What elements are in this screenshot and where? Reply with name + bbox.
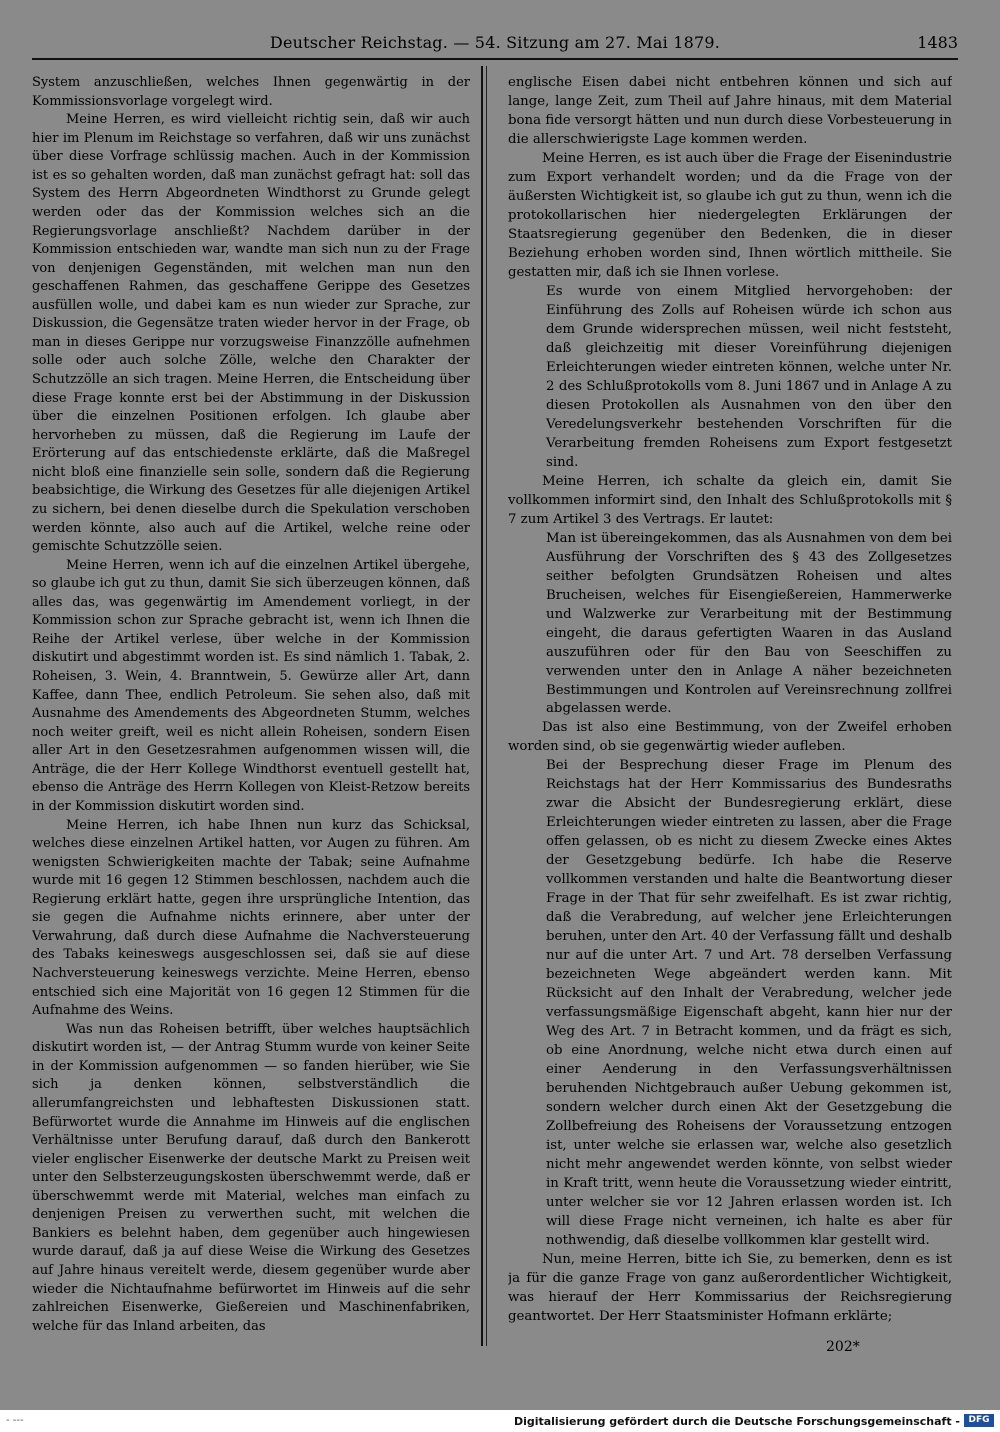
paragraph: Meine Herren, ich habe Ihnen nun kurz das Schicksal, welches diese einzelnen Artikel hatten, vor Augen zu führen. Am wenigsten Schwierigkeiten machte der Tabak; seine Aufnahme wurde mit 16 gegen 12 Stimmen beschlossen, nachdem auch die Regierung erklärt hatte, gegen ihre ursprüngliche Intention, das sie gegen die Aufnahme nichts erinnere, aber unter der Verwahrung, daß durch diese Aufnahme die Nachversteuerung des Tabaks keineswegs ausgeschlossen sei, daß sie auf diese Nachversteuerung keineswegs verzichte. Meine Herren, ebenso entschied sich eine Majorität von 16 gegen 12 Stimmen für die Aufnahme des Weins. [32,817,470,1019]
paragraph: Meine Herren, es wird vielleicht richtig sein, daß wir auch hier im Plenum im Reichstage so verfahren, daß wir uns zunächst über diese Vorfrage schlüssig machen. Auch in der Kommission ist es so gehalten worden, daß man zunächst gefragt hat: soll das System des Herrn Abgeordneten Windthorst zu Grunde gelegt werden oder das der Kommission welches sich an die Regierungsvorlage anschließt? Nachdem darüber in der Kommission entschieden war, wandte man sich nun zu der Frage von denjenigen Gegenständen, mit welchen man nun den geschaffenen Rahmen, das geschaffene Gerippe des Gesetzes ausfüllen wolle, und dabei kam es nun wieder zur Sprache, zur Diskussion, die Gegensätze traten wieder hervor in der Frage, ob man in dieses Gerippe nur vorzugsweise Finanzzölle aufnehmen solle oder auch solche Zölle, welche den Charakter der Schutzzölle an sich tragen. Meine Herren, die Entscheidung über diese Frage konnte erst bei der Abstimmung in der Diskussion über die einzelnen Positionen erfolgen. Ich glaube aber hervorheben zu müssen, daß die Regierung im Laufe der Erörterung auf das entschiedenste erklärte, daß die Maßregel nicht bloß eine finanzielle sein solle, sondern daß die Regierung beabsichtige, die Wirkung des Gesetzes für alle diejenigen Artikel zu sichern, bei denen dieselbe durch die Spekulation verschoben werden könnte, also auch auf die Artikel, welche reine oder gemischte Schutzzölle seien. [32,112,470,555]
page-number: 1483 [917,33,958,52]
paragraph: Was nun das Roheisen betrifft, über welches hauptsächlich diskutirt worden ist, — der Antrag Stumm wurde von keiner Seite in der Kommission aufgenommen — so fanden hierüber, wie Sie sich ja denken können, selbstverständlich die allerumfangreichsten und lebhaftesten Diskussionen statt. Befürwortet wurde die Annahme im Hinweis auf die englischen Verhältnisse unter Berufung darauf, daß durch den Bankerott vieler englischer Eisenwerke der deutsche Markt zu Preisen weit unter den Selbsterzeugungskosten überschwemmt werde, daß er überschwemmt werde mit Material, welches man einfach zu denjenigen Preisen zu verwerthen sucht, mit welchen die Bankiers es belehnt haben, dem gegenüber auch hingewiesen wurde darauf, daß ja auf diese Weise die Wirkung des Gesetzes auf Jahre hinaus vereitelt werde, diesem gegenüber wurde aber wieder die Nichtaufnahme befürwortet im Hinweis auf die sehr zahlreichen Eisenwerke, Gießereien und Maschinenfabriken, welche für das Inland arbeiten, das [32,1021,470,1334]
digitization-footer [0,1410,1000,1432]
page-header [32,32,958,60]
column-divider [481,66,483,1346]
dfg-logo: DFG [964,1414,994,1427]
paragraph: Meine Herren, wenn ich auf die einzelnen Artikel übergehe, so glaube ich gut zu thun, damit Sie sich überzeugen können, daß alles das, was gegenwärtig im Amendement vorliegt, in der Kommission schon zur Sprache gebracht ist, wenn ich Ihnen die Reihe der Artikel verlese, über welche in der Kommission diskutirt und abgestimmt worden ist. Es sind nämlich 1. Tabak, 2. Roheisen, 3. Wein, 4. Branntwein, 5. Gewürze aller Art, dann Kaffee, dann Thee, endlich Petroleum. Sie sehen also, daß mit Ausnahme des Amendements des Abgeordneten Stumm, welches noch weiter greift, weil es nicht allein Roheisen, sondern Eisen aller Art in den Gesetzesrahmen aufgenommen wissen will, die Anträge, die der Herr Kollege Windthorst eventuell gestellt hat, ebenso die Anträge des Herrn Kollegen von Kleist-Retzow bereits in der Kommission diskutirt worden sind. [32,557,470,814]
paragraph: Meine Herren, ich schalte da gleich ein, damit Sie vollkommen informirt sind, den Inhalt des Schlußprotokolls mit § 7 zum Artikel 3 des Vertrags. Er lautet: [508,473,952,527]
scan-marks: - --- [6,1415,24,1426]
right-column [508,74,952,1340]
page-title: Deutscher Reichstag. — 54. Sitzung am 27. Mai 1879. [269,33,721,52]
funding-credit: Digitalisierung gefördert durch die Deutsche Forschungsgemeinschaft - [513,1415,960,1428]
quoted-protocol: Es wurde von einem Mitglied hervorgehoben: der Einführung des Zolls auf Roheisen würde ich schon aus dem Grunde widersprechen müssen, weil nicht feststeht, daß gleichzeitig mit dieser Voreinführung diejenigen Erleichterungen wieder eintreten können, welche unter Nr. 2 des Schlußprotokolls vom 8. Juni 1867 und in Anlage A zu diesen Protokollen als Ausnahmen von den über den Veredelungsverkehr bestehenden Vorschriften für die Verarbeitung fremden Roheisens zum Export festgesetzt sind. [546,283,952,470]
left-column [32,74,470,1340]
paragraph: englische Eisen dabei nicht entbehren können und sich auf lange, lange Zeit, zum Theil auf Jahre hinaus, mit dem Material bona fide versorgt hätten und nun durch diese Vorbesteuerung in die allerschwierigste Lage kommen werden. [508,75,952,147]
paragraph: System anzuschließen, welches Ihnen gegenwärtig in der Kommissionsvorlage vorgelegt wird. [32,75,470,109]
paragraph: Das ist also eine Bestimmung, von der Zweifel erhoben worden sind, ob sie gegenwärtig wieder aufleben. [508,720,952,755]
column-divider-thin [486,66,487,1346]
quoted-protocol: Bei der Besprechung dieser Frage im Plenum des Reichstags hat der Herr Kommissarius des Bundesraths zwar die Absicht der Bundesregierung erklärt, diese Erleichterungen wieder eintreten zu lassen, aber die Frage offen gelassen, ob es nicht zu diesem Zwecke eines Aktes der Gesetzgebung bedürfe. Ich habe die Reserve vollkommen verstanden und halte die Beantwortung dieser Frage in der That für sehr zweifelhaft. Es ist zwar richtig, daß die Verabredung, auf welcher jene Erleichterungen beruhen, unter den Art. 40 der Verfassung fällt und deshalb nur auf die unter Art. 7 und Art. 78 derselben Verfassung bezeichneten Wege abgeändert werden kann. Mit Rücksicht auf den Inhalt der Verabredung, welcher jede verfassungsmäßige Eigenschaft abgeht, kann hier nur der Weg des Art. 7 in Betracht kommen, und da frägt es sich, ob eine Anordnung, welche nicht etwa durch einen auf einer Aenderung in den Verfassungsverhältnissen beruhenden Nichtgebrauch außer Uebung gekommen ist, sondern welcher durch einen Akt der Gesetzgebung die Zollbefreiung des Roheisens der Voraussetzung entzogen ist, unter welche sie erlassen war, welche also gesetzlich nicht mehr angewendet werden könnte, von selbst wieder in Kraft tritt, wenn heute die Voraussetzung wieder eintritt, unter welcher sie vor 12 Jahren erlassen worden ist. Ich will diese Frage nicht verneinen, ich halte es aber für nothwendig, daß dieselbe vollkommen klar gestellt wird. [546,758,952,1249]
paragraph: Meine Herren, es ist auch über die Frage der Eisenindustrie zum Export verhandelt worden; und da die Frage von der äußersten Wichtigkeit ist, so glaube ich gut zu thun, wenn ich die protokollarischen hier niedergelegten Erklärungen der Staatsregierung gegenüber den Bedenken, die in dieser Beziehung erhoben worden sind, Ihnen wörtlich mittheile. Sie gestatten mir, daß ich sie Ihnen vorlese. [508,150,952,280]
sheet-signature: 202* [826,1339,860,1355]
quoted-protocol: Man ist übereingekommen, das als Ausnahmen von dem bei Ausführung der Vorschriften des § 43 des Zollgesetzes seither befolgten Grundsätzen Roheisen und altes Brucheisen, welches für Eisengießereien, Hammerwerke und Walzwerke zur Verarbeitung mit der Bestimmung eingeht, die daraus gefertigten Waaren in das Ausland auszuführen oder für den Bau von Seeschiffen zu verwenden unter den in Anlage A näher bezeichneten Bestimmungen und Kontrolen auf Vereinsrechnung zollfrei abgelassen werde. [546,530,952,717]
paragraph: Nun, meine Herren, bitte ich Sie, zu bemerken, denn es ist ja für die ganze Frage von ganz außerordentlicher Wichtigkeit, was hierauf der Herr Kommissarius der Reichsregierung geantwortet. Der Herr Staatsminister Hofmann erklärte; [508,1252,952,1324]
